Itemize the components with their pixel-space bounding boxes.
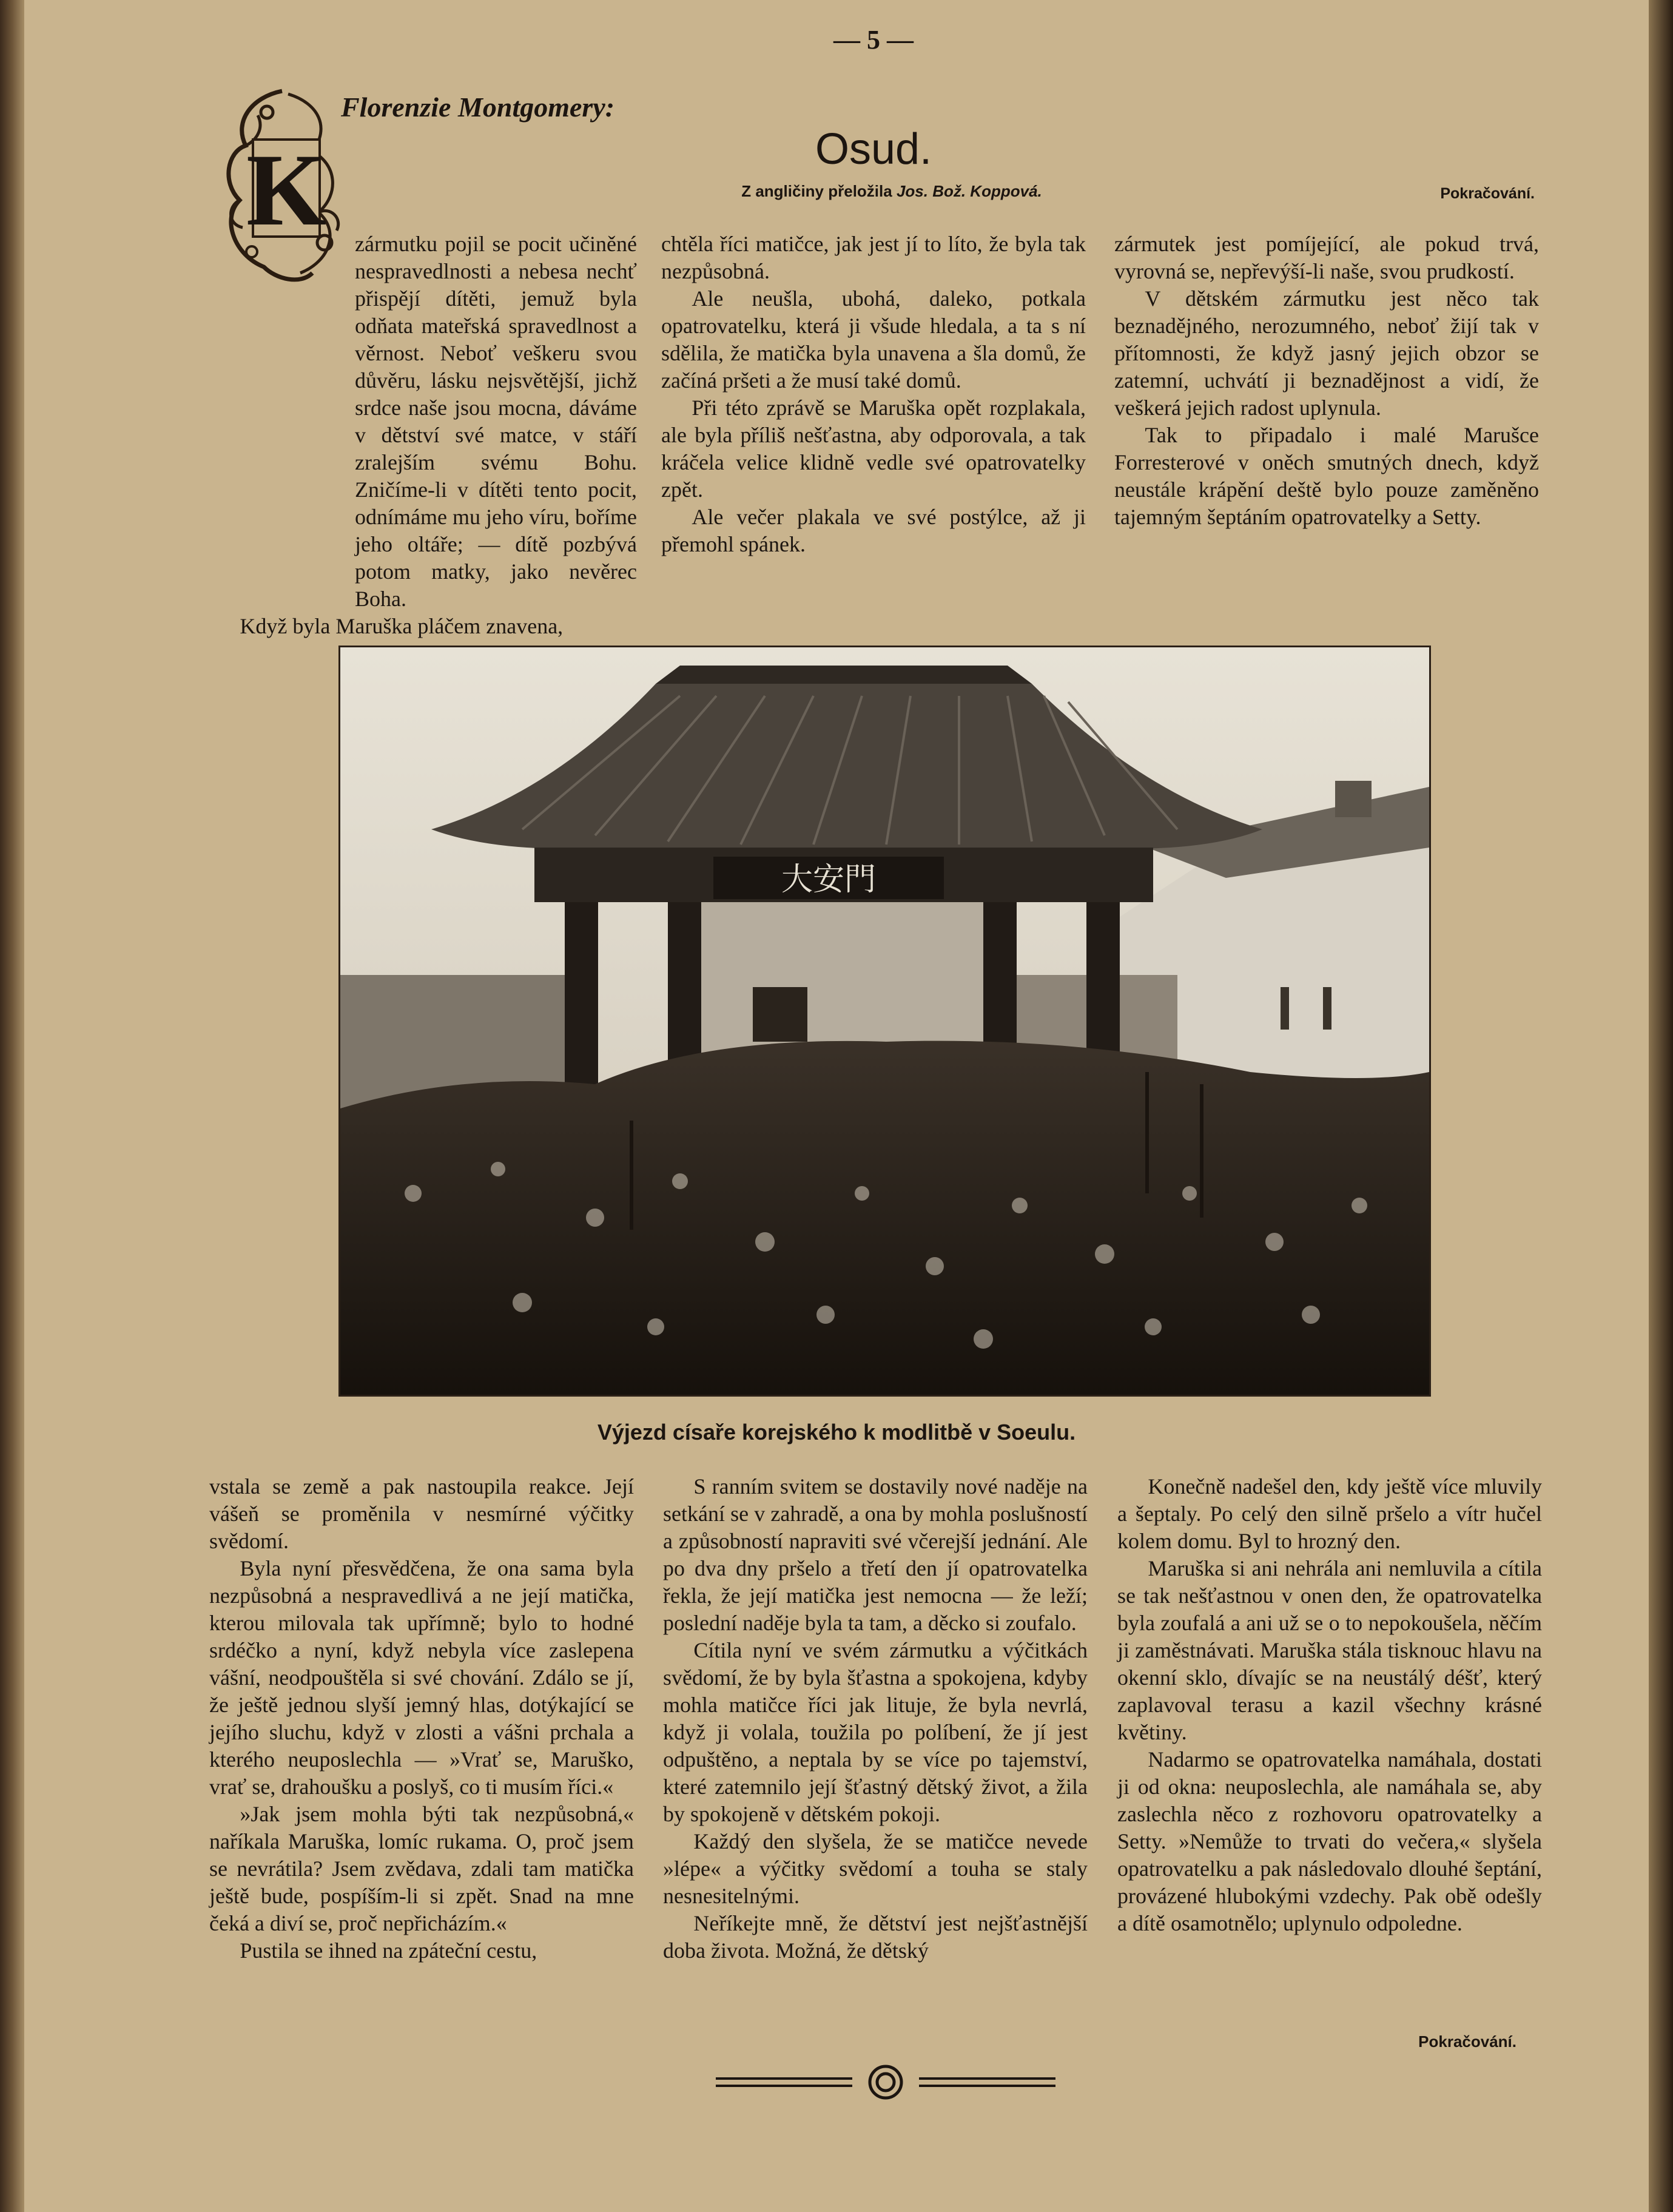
paragraph: Každý den slyšela, že se matičce nevede »lépe« a výčitky svědomí a touha se staly nesnesitelnými. <box>663 1829 1088 1908</box>
paragraph: V dětském zármutku jest něco tak beznadějného, nerozumného, neboť žijí tak v přítomnosti, že když jasný jejich obzor se zatemní, uchvátí ji beznadějnost a vidí, že veškerá jejich radost uplynula. <box>1114 286 1539 420</box>
paragraph: Ale večer plakala ve své postýlce, až ji přemohl spánek. <box>661 505 1086 556</box>
continued-note-top: Pokračování. <box>1440 185 1535 202</box>
page-number: — 5 — <box>833 25 914 55</box>
paragraph: chtěla říci matičce, jak jest jí to líto, že byla tak nezpůsobná. <box>661 232 1086 283</box>
paragraph: S ranním svitem se dostavily nové naděje na setkání se v zahradě, a ona by mohla poslušností a způsobností napraviti své včerejší jednání. Ale po dva dny pršelo a třetí den jí opatrovatelka řekla, že její matička jest nemocna — že leží; poslední naděje byla ta tam, a děcko si zoufalo. <box>663 1474 1088 1635</box>
bottom-column-3 <box>1117 1473 1542 1937</box>
paragraph: Pustila se ihned na zpáteční cestu, <box>240 1938 537 1963</box>
article-title: Osud. <box>815 125 932 174</box>
translator-line <box>679 182 1104 201</box>
paragraph: zármutek jest pomíjející, ale pokud trvá, vyrovná se, nepřevýší-li naše, svou prudkostí. <box>1114 232 1539 283</box>
continued-note-bottom: Pokračování. <box>1418 2032 1516 2051</box>
book-binding <box>0 0 24 2212</box>
palanquin <box>753 987 807 1042</box>
page-edge <box>1649 0 1673 2212</box>
paragraph: »Jak jsem mohla býti tak nezpůsobná,« naříkala Maruška, lomíc rukama. O, proč jsem se nevrátila? Jsem zvědava, zdali tam matička ještě bude, pospíším-li si zpět. Snad na mne čeká a diví se, proč nepřicházím.« <box>209 1802 634 1935</box>
paragraph: Neříkejte mně, že dětství jest nejšťastnější doba života. Možná, že dětský <box>663 1911 1088 1963</box>
paragraph: zármutku pojil se pocit učiněné nespravedlnosti a nebesa nechť přispějí dítěti, jemuž byla odňata mateřská spravedlnost a věrnost. Neboť veškeru svou důvěru, lásku nejsvětější, jichž srdce naše jsou mocna, dáváme v dětství své matce, v stáří zralejším svému Bohu. Zničíme-li v dítěti tento pocit, odnímáme mu jeho víru, boříme jeho oltáře; — dítě pozbývá potom matky, jako nevěrec Boha. <box>355 232 637 611</box>
paragraph: Cítila nyní ve svém zármutku a výčitkách svědomí, že by byla šťastna a spokojena, kdyby mohla matičce říci jak lituje, že byla nevrlá, když ji volala, toužila po políbení, že jí jest odpuštěno, a neptala by se více po tajemství, které zatemnilo její šťastný dětský život, a žila by spokojeně v dětském pokoji. <box>663 1638 1088 1826</box>
paragraph: Když byla Maruška pláčem znavena, <box>240 614 564 638</box>
top-column-2 <box>661 231 1086 558</box>
translator-prefix: Z angličiny přeložila <box>741 182 897 200</box>
translator-name: Jos. Bož. Koppová. <box>896 182 1042 200</box>
photo-caption: Výjezd císaře korejského k modlitbě v Soeulu. <box>597 1420 1076 1445</box>
paragraph: Konečně nadešel den, kdy ještě více mluvily a šeptaly. Po celý den silně pršelo a vítr hučel kolem domu. Byl to hrozný den. <box>1117 1474 1542 1553</box>
author: Florenzie Montgomery: <box>341 92 615 123</box>
paragraph: Ale neušla, ubohá, daleko, potkala opatrovatelku, která ji všude hledala, a ta s ní sdělila, že matička byla unavena a šla domů, že začíná pršeti a že musí také domů. <box>661 286 1086 393</box>
paragraph: vstala se země a pak nastoupila reakce. Její vášeň se proměnila v nesmírné výčitky svědomí. <box>209 1474 634 1553</box>
dropcap-letter: K <box>246 133 327 247</box>
photo-korean-gate <box>338 646 1431 1397</box>
end-ornament <box>716 2064 1055 2100</box>
bottom-column-2 <box>663 1473 1088 1964</box>
signboard-text: 大安門 <box>781 862 877 898</box>
paragraph: Nadarmo se opatrovatelka namáhala, dostati ji od okna: neuposlechla, ale namáhala se, aby zaslechla něco z rozhovoru opatrovatelky a Setty. »Nemůže to trvati do večera,« slyšela opatrovatelku a pak následovalo dlouhé šeptání, provázené hlubokými vzdechy. Pak obě odešly a dítě osamotnělo; uplynulo odpoledne. <box>1117 1747 1542 1935</box>
paragraph: Maruška si ani nehrála ani nemluvila a cítila se tak nešťastnou v onen den, že opatrovatelka byla zoufalá a ani už se o to nepokoušela, něčím ji zaměstnávati. Maruška stála tisknouc hlavu na okenní sklo, dívajíc se na neustálý déšť, který zaplavoval terasu a kazil všechny krásné květiny. <box>1117 1556 1542 1744</box>
paragraph: Byla nyní přesvědčena, že ona sama byla nezpůsobná a nespravedlivá a ne její matička, kterou milovala tak upřímně; bylo to hodné srdéčko a nyní, když nebyla více zaslepena vášní, neodpouštěla si své chování. Zdálo se jí, že ještě jednou slyší jemný hlas, dotýkající se jejího sluchu, když v zlosti a vášni prchala a kterého neuposlechla — »Vrať se, Maruško, vrať se, drahoušku a poslyš, co ti musím říci.« <box>209 1556 634 1799</box>
top-column-3 <box>1114 231 1539 531</box>
paragraph: Při této zprávě se Maruška opět rozplakala, ale byla příliš nešťastna, aby odporovala, a tak kráčela velice klidně vedle své opatrovatelky zpět. <box>661 396 1086 502</box>
paragraph: Tak to připadalo i malé Marušce Forresterové v oněch smutných dnech, když neustále krápění deště bylo pouze zaměněno tajemným šeptáním opatrovatelky a Setty. <box>1114 423 1539 529</box>
top-column-1 <box>209 231 637 640</box>
bottom-column-1 <box>209 1473 634 1964</box>
crowd <box>340 1041 1429 1395</box>
